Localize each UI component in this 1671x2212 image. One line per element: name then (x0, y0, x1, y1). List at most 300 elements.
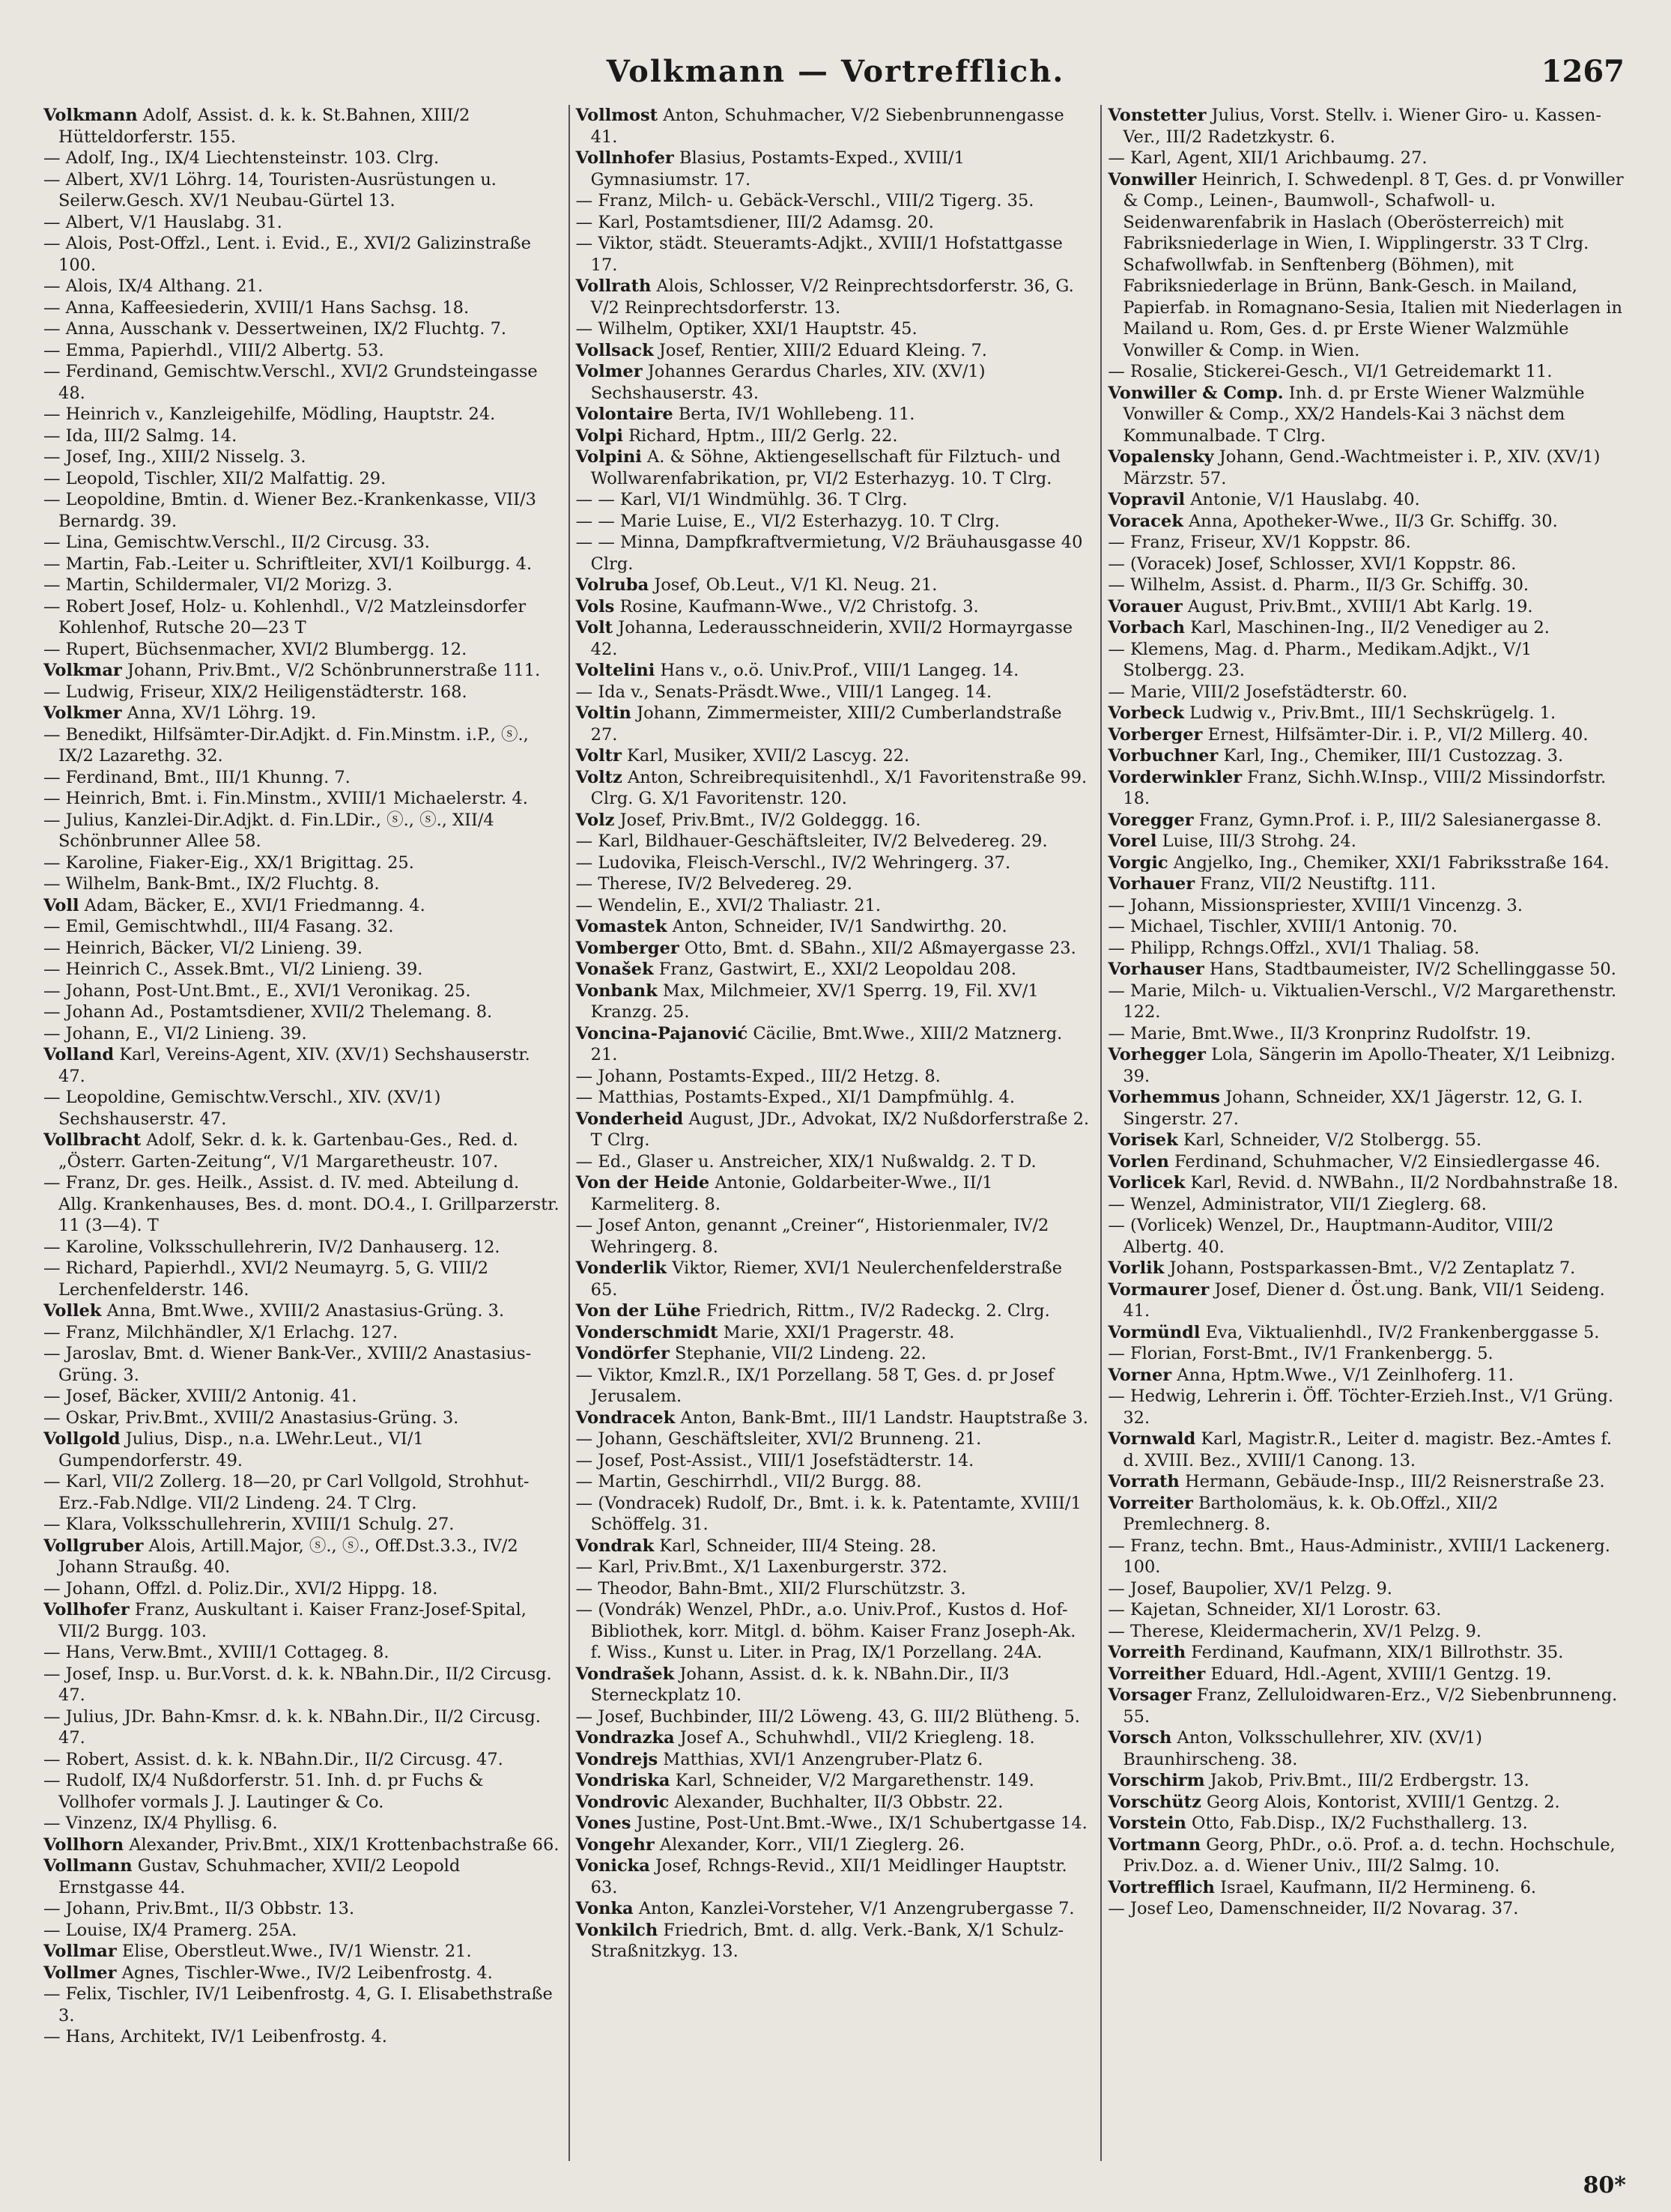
directory-entry (43, 895, 559, 917)
directory-entry (576, 938, 1092, 960)
entry-details: — Heinrich C., Assek.Bmt., VI/2 Linieng. 39. (43, 960, 423, 979)
directory-entry (43, 468, 559, 490)
entry-details: — Karl, Postamtsdiener, III/2 Adamsg. 20. (575, 212, 934, 232)
entry-details: Josef, Diener d. Öst.ung. Bank, VII/1 Seideng. 41. (1123, 1279, 1605, 1321)
entry-details: Josef, Priv.Bmt., IV/2 Goldeggg. 16. (619, 810, 921, 830)
entry-details: Anna, Bmt.Wwe., XVIII/2 Anastasius-Grüng. 3. (106, 1301, 505, 1321)
directory-entry (576, 575, 1092, 596)
directory-entry (576, 1408, 1092, 1429)
directory-entry (1108, 831, 1624, 852)
directory-entry (576, 425, 1092, 447)
entry-details: — Franz, techn. Bmt., Haus-Administr., XVIII/1 Lackenerg. 100. (1108, 1536, 1610, 1577)
directory-entry (1108, 446, 1624, 489)
entry-details: — Josef Leo, Damenschneider, II/2 Novarag. 37. (1108, 1899, 1519, 1918)
entry-surname: Volruba (575, 575, 649, 595)
entry-details: — Alois, Post-Offzl., Lent. i. Evid., E., XVI/2 Galizinstraße 100. (43, 234, 531, 275)
directory-entry (1108, 575, 1624, 596)
entry-details: — Theodor, Bahn-Bmt., XII/2 Flurschützstr. 3. (575, 1578, 966, 1599)
directory-entry (576, 767, 1092, 810)
entry-details: Karl, Magistr.R., Leiter d. magistr. Bez.-Amtes f. d. XVIII. Bez., XVIII/1 Canong. 13. (1123, 1429, 1613, 1470)
directory-entry (43, 660, 559, 682)
entry-details: Karl, Musiker, XVII/2 Lascyg. 22. (627, 746, 910, 766)
entry-details: — Rosalie, Stickerei-Gesch., VI/1 Getreidemarkt 11. (1108, 362, 1553, 381)
entry-surname: Vorhauser (1108, 960, 1204, 979)
directory-entry (1108, 959, 1624, 981)
entry-details: Luise, III/3 Strohg. 24. (1162, 831, 1356, 851)
entry-surname: Von der Lühe (575, 1301, 701, 1321)
entry-details: — Adolf, Ing., IX/4 Liechtensteinstr. 103. Clrg. (43, 148, 440, 168)
entry-details: Karl, Schneider, III/4 Steing. 28. (659, 1536, 937, 1556)
directory-entry (576, 212, 1092, 234)
entry-surname: Volt (575, 618, 613, 637)
directory-entry (1108, 981, 1624, 1023)
entry-details: Hans v., o.ö. Univ.Prof., VIII/1 Langeg. 14. (660, 661, 1019, 680)
entry-details: Josef A., Schuhwhdl., VII/2 Kriegleng. 18. (679, 1728, 1035, 1748)
entry-details: Gustav, Schuhmacher, XVII/2 Leopold Ernstgasse 44. (58, 1856, 461, 1897)
directory-entry (1108, 105, 1624, 148)
entry-surname: Voltelini (575, 661, 655, 680)
directory-entry (43, 318, 559, 340)
entry-surname: Volpini (575, 447, 642, 467)
directory-entry (43, 489, 559, 532)
directory-entry (43, 169, 559, 212)
directory-entry (576, 404, 1092, 425)
directory-entry (1108, 1898, 1624, 1920)
directory-entry (43, 1386, 559, 1408)
directory-entry (1108, 1386, 1624, 1428)
entry-details: Antonie, V/1 Hauslabg. 40. (1190, 490, 1420, 509)
entry-surname: Vonbank (575, 981, 658, 1001)
entry-details: — Josef, Insp. u. Bur.Vorst. d. k. k. NBahn.Dir., II/2 Circusg. 47. (43, 1664, 552, 1705)
entry-details: — Martin, Schildermaler, VI/2 Morizg. 3. (43, 575, 392, 595)
entry-details: — Lina, Gemischtw.Verschl., II/2 Circusg. 33. (43, 533, 430, 552)
directory-entry (576, 233, 1092, 276)
entry-details: Johann, Assist. d. k. k. NBahn.Dir., II/3 Sterneckplatz 10. (590, 1664, 1010, 1705)
directory-entry (1108, 1536, 1624, 1578)
entry-surname: Vonwiller & Comp. (1108, 383, 1284, 403)
entry-details: Anna, XV/1 Löhrg. 19. (127, 703, 317, 723)
entry-surname: Vollmann (43, 1856, 133, 1876)
entry-details: Bartholomäus, k. k. Ob.Offzl., XII/2 Premlechnerg. 8. (1123, 1493, 1499, 1534)
column-1 (43, 105, 559, 2161)
directory-entry (43, 297, 559, 319)
directory-entry (1108, 617, 1624, 639)
directory-entry (1108, 148, 1624, 169)
directory-entry (1108, 767, 1624, 810)
directory-entry (576, 190, 1092, 212)
entry-details: — Hans, Architekt, IV/1 Leibenfrostg. 4. (43, 2027, 387, 2046)
running-title: Volkmann — Vortrefflich. (606, 54, 1065, 89)
entry-details: Karl, Vereins-Agent, XIV. (XV/1) Sechshauserstr. 47. (58, 1045, 530, 1086)
directory-entry (576, 1087, 1092, 1109)
entry-details: — Johann, Geschäftsleiter, XVI/2 Brunneng. 21. (575, 1429, 982, 1449)
entry-surname: Vorlik (1108, 1258, 1165, 1278)
directory-entry (43, 404, 559, 425)
entry-details: — Leopold, Tischler, XII/2 Malfattig. 29. (43, 468, 386, 488)
entry-details: Franz, Gymn.Prof. i. P., III/2 Salesianergasse 8. (1198, 810, 1602, 830)
directory-entry (1108, 361, 1624, 383)
directory-entry (1108, 873, 1624, 895)
entry-details: Berta, IV/1 Wohllebeng. 11. (678, 404, 915, 424)
entry-details: Anton, Schneider, IV/1 Sandwirthg. 20. (672, 917, 1007, 936)
entry-details: — Johann, Offzl. d. Poliz.Dir., XVI/2 Hippg. 18. (43, 1578, 438, 1599)
entry-surname: Vongehr (575, 1834, 655, 1855)
directory-entry (576, 660, 1092, 682)
directory-entry (43, 703, 559, 724)
directory-entry (43, 1514, 559, 1536)
directory-entry (43, 916, 559, 938)
directory-entry (43, 1855, 559, 1898)
directory-entry (43, 1408, 559, 1429)
directory-entry (1108, 682, 1624, 703)
entry-details: Johann, Zimmermeister, XIII/2 Cumberlandstraße 27. (590, 703, 1062, 745)
directory-entry (43, 724, 559, 767)
directory-entry (1108, 1151, 1624, 1173)
entry-details: — (Vondrák) Wenzel, PhDr., a.o. Univ.Prof., Kustos d. Hof-Bibliothek, korr. Mitgl. d. böhm. Kaiser Franz Joseph-Ak. f. Wiss., Kunst u. Liter. in Prag, IX/1 Porzellang. 24A. (575, 1600, 1076, 1662)
directory-entry (43, 981, 559, 1002)
entry-details: — Therese, Kleidermacherin, XV/1 Pelzg. 9. (1108, 1621, 1482, 1641)
entry-details: — Ed., Glaser u. Anstreicher, XIX/1 Nußwaldg. 2. T D. (575, 1151, 1037, 1172)
entry-surname: Volkmar (43, 661, 122, 680)
entry-details: Anna, Apotheker-Wwe., II/3 Gr. Schiffg. 30. (1188, 511, 1558, 531)
entry-details: — — Marie Luise, E., VI/2 Esterhazyg. 10. T Clrg. (575, 511, 1000, 531)
entry-details: Friedrich, Rittm., IV/2 Radeckg. 2. Clrg. (706, 1301, 1050, 1321)
directory-entry (43, 1664, 559, 1706)
entry-surname: Vorstein (1108, 1813, 1186, 1833)
directory-entry (1108, 489, 1624, 511)
entry-details: Agnes, Tischler-Wwe., IV/2 Leibenfrostg. 4. (121, 1963, 493, 1983)
entry-details: — — Minna, Dampfkraftvermietung, V/2 Bräuhausgasse 40 Clrg. (575, 533, 1083, 574)
entry-details: Angjelko, Ing., Chemiker, XXI/1 Fabriksstraße 164. (1173, 852, 1610, 873)
entry-surname: Vondriska (575, 1771, 670, 1790)
entry-details: — Jaroslav, Bmt. d. Wiener Bank-Ver., XVIII/2 Anastasius-Grüng. 3. (43, 1344, 532, 1385)
entry-surname: Vorschirm (1108, 1771, 1205, 1790)
entry-surname: Volontaire (575, 404, 673, 424)
directory-entry (576, 276, 1092, 318)
entry-surname: Volz (575, 810, 615, 830)
entry-details: — Hans, Verw.Bmt., XVIII/1 Cottageg. 8. (43, 1643, 389, 1662)
entry-surname: Voltz (575, 767, 622, 787)
entry-details: Karl, Maschinen-Ing., II/2 Venediger au 2. (1190, 618, 1550, 637)
entry-surname: Vorlen (1108, 1151, 1169, 1172)
entry-details: — Josef, Post-Assist., VIII/1 Josefstädterstr. 14. (575, 1450, 974, 1470)
entry-surname: Vorhauer (1108, 874, 1195, 894)
directory-entry (1108, 810, 1624, 831)
entry-details: Franz, Zelluloidwaren-Erz., V/2 Siebenbrunneng. 55. (1123, 1685, 1618, 1727)
entry-details: Franz, Auskultant i. Kaiser Franz-Josef-Spital, VII/2 Burgg. 103. (58, 1600, 527, 1641)
entry-details: — Johann, E., VI/2 Linieng. 39. (43, 1023, 307, 1043)
entry-details: Josef, Ob.Leut., V/1 Kl. Neug. 21. (654, 575, 938, 595)
entry-details: — Ida v., Senats-Präsdt.Wwe., VIII/1 Langeg. 14. (575, 682, 992, 702)
entry-details: Anton, Volksschullehrer, XIV. (XV/1) Braunhirscheng. 38. (1123, 1728, 1482, 1769)
entry-details: — Johann, Post-Unt.Bmt., E., XVI/1 Veronikag. 25. (43, 981, 471, 1001)
entry-surname: Vorlicek (1108, 1173, 1186, 1193)
entry-details: — (Voracek) Josef, Schlosser, XVI/1 Koppstr. 86. (1108, 554, 1517, 574)
entry-details: — Kajetan, Schneider, XI/1 Lorostr. 63. (1108, 1600, 1442, 1619)
entry-details: Heinrich, I. Schwedenpl. 8 T, Ges. d. pr Vonwiller & Comp., Leinen-, Baumwoll-, Schafwoll- u. Seidenwarenfabrik in Haslach (Oberösterreich) mit Fabriksniederlage in Wien, I. Wipplingerstr. 33 T Clrg. Schafwollwfab. in Senftenberg (Böhmen), mit Fabriksniederlage in Brünn, Bank-Gesch. in Mailand, Papierfab. in Romagnano-Sesia, Italien mit Niederlagen in Mailand u. Rom, Ges. d. pr Erste Wiener Walzmühle Vonwiller & Comp. in Wien. (1123, 169, 1624, 360)
directory-entry (1108, 1834, 1624, 1877)
entry-details: Johann, Gend.-Wachtmeister i. P., XIV. (XV/1) Märzstr. 57. (1123, 447, 1601, 488)
directory-entry (43, 1898, 559, 1920)
entry-details: Alois, Schlosser, V/2 Reinprechtsdorferstr. 36, G. V/2 Reinprechtsdorferstr. 13. (590, 276, 1074, 318)
entry-details: Franz, Gastwirt, E., XXI/2 Leopoldau 208. (658, 960, 1017, 979)
directory-entry (576, 1493, 1092, 1536)
directory-entry (576, 1557, 1092, 1578)
entry-details: Friedrich, Bmt. d. allg. Verk.-Bank, X/1 Schulz-Straßnitzkyg. 13. (590, 1920, 1064, 1961)
entry-surname: Vonderheid (575, 1109, 684, 1129)
entry-details: Ferdinand, Schuhmacher, V/2 Einsiedlergasse 46. (1174, 1151, 1601, 1172)
entry-surname: Vomberger (575, 938, 679, 958)
directory-entry (43, 361, 559, 404)
entry-surname: Voll (43, 895, 79, 915)
entry-details: — Emma, Papierhdl., VIII/2 Albertg. 53. (43, 340, 384, 360)
directory-entry (43, 1172, 559, 1237)
directory-entry (576, 831, 1092, 852)
entry-details: — Viktor, Kmzl.R., IX/1 Porzellang. 58 T, Ges. d. pr Josef Jerusalem. (575, 1365, 1055, 1406)
column-2 (568, 105, 1092, 2161)
directory-entry (1108, 724, 1624, 746)
entry-surname: Vones (575, 1813, 631, 1833)
directory-entry (43, 2026, 559, 2048)
entry-details: — Rupert, Büchsenmacher, XVI/2 Blumbergg. 12. (43, 639, 467, 659)
entry-details: — Michael, Tischler, XVIII/1 Antonig. 70. (1108, 917, 1458, 936)
directory-entry (43, 639, 559, 661)
entry-details: — Julius, JDr. Bahn-Kmsr. d. k. k. NBahn.Dir., II/2 Circusg. 47. (43, 1706, 541, 1748)
entry-details: Alois, Artill.Major, ⓢ., ⓢ., Off.Dst.3.3., IV/2 Johann Straußg. 40. (58, 1536, 518, 1577)
directory-entry (43, 682, 559, 703)
entry-surname: Vormündl (1108, 1322, 1201, 1342)
entry-surname: Volkmer (43, 703, 122, 723)
entry-details: — Ludovika, Fleisch-Verschl., IV/2 Wehringerg. 37. (575, 852, 1011, 873)
entry-surname: Vondrašek (575, 1664, 675, 1684)
directory-entry (43, 788, 559, 810)
directory-entry (43, 340, 559, 362)
directory-entry (43, 148, 559, 169)
directory-entry (576, 361, 1092, 404)
entry-details: Viktor, Riemer, XVI/1 Neulerchenfelderstraße 65. (590, 1258, 1063, 1300)
entry-surname: Vonkilch (575, 1920, 658, 1940)
entry-details: August, JDr., Advokat, IX/2 Nußdorferstraße 2. T Clrg. (590, 1109, 1090, 1150)
entry-details: — Louise, IX/4 Pramerg. 25A. (43, 1920, 297, 1940)
entry-details: Inh. d. pr Erste Wiener Walzmühle Vonwiller & Comp., XX/2 Handels-Kai 3 nächst dem Kommunalbade. T Clrg. (1123, 383, 1585, 446)
entry-surname: Volmer (575, 362, 643, 381)
entry-surname: Vols (575, 596, 615, 616)
page-number: 1267 (1541, 54, 1625, 89)
entry-details: — Karl, Agent, XII/1 Arichbaumg. 27. (1108, 148, 1428, 168)
directory-entry (1108, 532, 1624, 554)
directory-entry (43, 532, 559, 554)
directory-entry (1108, 1172, 1624, 1194)
entry-details: — Wendelin, E., XVI/2 Thaliastr. 21. (575, 895, 882, 915)
entry-surname: Vorbuchner (1108, 746, 1219, 766)
directory-entry (576, 1664, 1092, 1706)
entry-details: — Karoline, Volksschullehrerin, IV/2 Danhauserg. 12. (43, 1237, 500, 1257)
directory-entry (576, 1834, 1092, 1856)
entry-details: Alexander, Buchhalter, II/3 Obbstr. 22. (674, 1792, 1004, 1812)
entry-details: Julius, Disp., n.a. LWehr.Leut., VI/1 Gumpendorferstr. 49. (58, 1429, 424, 1470)
entry-details: — Johann, Postamts-Exped., III/2 Hetzg. 8. (575, 1066, 941, 1086)
entry-details: — Leopoldine, Bmtin. d. Wiener Bez.-Krankenkasse, VII/3 Bernardg. 39. (43, 490, 536, 531)
directory-entry (1108, 596, 1624, 618)
directory-entry (576, 446, 1092, 489)
entry-details: — Leopoldine, Gemischtw.Verschl., XIV. (XV/1) Sechshauserstr. 47. (43, 1088, 441, 1129)
directory-entry (43, 233, 559, 276)
directory-entry (1108, 169, 1624, 362)
entry-surname: Vorbach (1108, 618, 1185, 637)
entry-surname: Vorrath (1108, 1472, 1180, 1491)
entry-details: Richard, Hptm., III/2 Gerlg. 22. (628, 425, 898, 446)
directory-entry (43, 1087, 559, 1130)
entry-surname: Voltr (575, 746, 622, 766)
entry-details: — Julius, Kanzlei-Dir.Adjkt. d. Fin.LDir., ⓢ., ⓢ., XII/4 Schönbrunner Allee 58. (43, 810, 494, 851)
directory-entry (1108, 1664, 1624, 1685)
entry-details: — Florian, Forst-Bmt., IV/1 Frankenbergg. 5. (1108, 1344, 1493, 1363)
directory-entry (576, 1109, 1092, 1151)
directory-entry (576, 703, 1092, 745)
directory-entry (43, 276, 559, 297)
entry-surname: Vollnhofer (575, 148, 674, 168)
entry-details: — Heinrich, Bäcker, VI/2 Linieng. 39. (43, 938, 363, 958)
entry-details: — Franz, Milch- u. Gebäck-Verschl., VIII/2 Tigerg. 35. (575, 191, 1034, 210)
entry-surname: Vortrefflich (1108, 1877, 1215, 1897)
entry-details: Georg, PhDr., o.ö. Prof. a. d. techn. Hochschule, Priv.Doz. a. d. Wiener Univ., III/2 Salmg. 10. (1123, 1834, 1616, 1876)
entry-surname: Von der Heide (575, 1173, 710, 1193)
entry-details: — Philipp, Rchngs.Offzl., XVI/1 Thaliag. 58. (1108, 938, 1480, 958)
entry-surname: Vorauer (1108, 596, 1183, 616)
entry-details: Franz, VII/2 Neustiftg. 111. (1200, 874, 1437, 894)
entry-details: Ernest, Hilfsämter-Dir. i. P., VI/2 Millerg. 40. (1207, 724, 1589, 745)
entry-details: Elise, Oberstleut.Wwe., IV/1 Wienstr. 21. (121, 1942, 472, 1961)
entry-surname: Vorreither (1108, 1664, 1206, 1684)
entry-surname: Vondracek (575, 1408, 676, 1428)
entry-details: — — Karl, VI/1 Windmühlg. 36. T Clrg. (575, 490, 908, 509)
directory-entry (1108, 1621, 1624, 1643)
entry-details: Alexander, Korr., VII/1 Zieglerg. 26. (659, 1834, 965, 1855)
entry-surname: Vonstetter (1108, 106, 1207, 125)
entry-details: Lola, Sängerin im Apollo-Theater, X/1 Leibnizg. 39. (1123, 1045, 1616, 1086)
entry-details: — Rudolf, IX/4 Nußdorferstr. 51. Inh. d. pr Fuchs & Vollhofer vormals J. J. Lautinger & Co. (43, 1771, 484, 1812)
entry-details: Johann, Priv.Bmt., V/2 Schönbrunnerstraße 111. (127, 661, 541, 680)
directory-entry (576, 1599, 1092, 1664)
entry-details: — Richard, Papierhdl., XVI/2 Neumayrg. 5, G. VIII/2 Lerchenfelderstr. 146. (43, 1258, 489, 1300)
entry-surname: Vollmer (43, 1963, 117, 1983)
entry-details: Matthias, XVI/1 Anzengruber-Platz 6. (663, 1749, 983, 1769)
directory-entry (1108, 1770, 1624, 1792)
entry-details: Cäcilie, Bmt.Wwe., XIII/2 Matznerg. 21. (590, 1023, 1063, 1064)
entry-details: — Karoline, Fiaker-Eig., XX/1 Brigittag. 25. (43, 852, 414, 873)
entry-details: — Robert, Assist. d. k. k. NBahn.Dir., II/2 Circusg. 47. (43, 1749, 503, 1769)
entry-details: — Robert Josef, Holz- u. Kohlenhdl., V/2 Matzleinsdorfer Kohlenhof, Rutsche 20—23 T (43, 596, 527, 637)
entry-details: — Johann Ad., Postamtsdiener, XVII/2 Thelemang. 8. (43, 1002, 493, 1022)
entry-surname: Vollmost (575, 106, 658, 125)
directory-entry (576, 1428, 1092, 1450)
entry-details: — Oskar, Priv.Bmt., XVIII/2 Anastasius-Grüng. 3. (43, 1408, 459, 1428)
entry-details: — Therese, IV/2 Belvedereg. 29. (575, 874, 852, 894)
directory-entry (576, 511, 1092, 533)
directory-entry (1108, 1428, 1624, 1471)
directory-entry (576, 895, 1092, 917)
entry-surname: Vorner (1108, 1365, 1172, 1385)
entry-details: A. & Söhne, Aktiengesellschaft für Filztuch- und Wollwarenfabrikation, pr, VI/2 Esterhazyg. 10. T Clrg. (590, 447, 1061, 488)
entry-details: — Benedikt, Hilfsämter-Dir.Adjkt. d. Fin.Minstm. i.P., ⓢ., IX/2 Lazarethg. 32. (43, 724, 529, 766)
entry-details: Anton, Bank-Bmt., III/1 Landstr. Hauptstraße 3. (680, 1408, 1088, 1428)
entry-details: — Heinrich v., Kanzleigehilfe, Mödling, Hauptstr. 24. (43, 404, 496, 424)
entry-details: — Vinzenz, IX/4 Phyllisg. 6. (43, 1813, 278, 1833)
directory-entry (1108, 852, 1624, 874)
entry-surname: Volland (43, 1045, 115, 1064)
entry-details: Karl, Schneider, V/2 Margarethenstr. 149. (675, 1771, 1034, 1790)
directory-entry (43, 1963, 559, 1984)
entry-details: — Klara, Volksschullehrerin, XVIII/1 Schulg. 27. (43, 1515, 455, 1534)
entry-surname: Vonka (575, 1899, 634, 1918)
entry-surname: Vorbeck (1108, 703, 1184, 723)
entry-surname: Vorhegger (1108, 1045, 1206, 1064)
entry-details: Adam, Bäcker, E., XVI/1 Friedmanng. 4. (84, 895, 425, 915)
entry-details: Josef, Rchngs-Revid., XII/1 Meidlinger Hauptstr. 63. (590, 1856, 1067, 1897)
directory-entry (576, 1172, 1092, 1215)
directory-entry (1108, 1215, 1624, 1258)
entry-details: — Alois, IX/4 Althang. 21. (43, 276, 264, 296)
signature-mark: 80* (1583, 2172, 1626, 2199)
directory-entry (43, 1300, 559, 1322)
entry-details: Antonie, Goldarbeiter-Wwe., II/1 Karmeliterg. 8. (590, 1173, 993, 1214)
entry-surname: Vorschütz (1108, 1792, 1201, 1812)
entry-details: — Albert, XV/1 Löhrg. 14, Touristen-Ausrüstungen u. Seilerw.Gesch. XV/1 Neubau-Gürtel 13. (43, 169, 497, 210)
directory-entry (576, 1450, 1092, 1472)
directory-entry (576, 981, 1092, 1023)
entry-details: — (Vorlicek) Wenzel, Dr., Hauptmann-Auditor, VIII/2 Albertg. 40. (1108, 1216, 1554, 1257)
entry-surname: Vormaurer (1108, 1279, 1210, 1300)
entry-details: — Viktor, städt. Steueramts-Adjkt., XVIII/1 Hofstattgasse 17. (575, 234, 1063, 275)
directory-entry (43, 810, 559, 852)
directory-entry (1108, 1044, 1624, 1087)
directory-entry (43, 105, 559, 148)
directory-entry (1108, 1813, 1624, 1834)
directory-entry (1108, 1877, 1624, 1899)
directory-entry (576, 1343, 1092, 1365)
entry-details: — (Vondracek) Rudolf, Dr., Bmt. i. k. k. Patentamte, XVIII/1 Schöffelg. 31. (575, 1493, 1082, 1534)
directory-entry (43, 1599, 559, 1642)
directory-entry (1108, 895, 1624, 917)
entry-details: Israel, Kaufmann, II/2 Hermineng. 6. (1220, 1877, 1537, 1897)
entry-details: — Josef, Bäcker, XVIII/2 Antonig. 41. (43, 1387, 357, 1406)
directory-entry (576, 1023, 1092, 1066)
directory-entry (576, 682, 1092, 703)
directory-entry (1108, 383, 1624, 447)
entry-surname: Vornwald (1108, 1429, 1196, 1449)
entry-details: Franz, Sichh.W.Insp., VIII/2 Missindorfstr. 18. (1123, 767, 1607, 808)
directory-entry (43, 1044, 559, 1087)
entry-details: — Wilhelm, Assist. d. Pharm., II/3 Gr. Schiffg. 30. (1108, 575, 1529, 595)
entry-surname: Vorreiter (1108, 1493, 1193, 1513)
directory-entry (43, 767, 559, 789)
entry-details: Ludwig v., Priv.Bmt., III/1 Sechskrügelg. 1. (1189, 703, 1556, 723)
entry-details: — Hedwig, Lehrerin i. Öff. Töchter-Erzieh.Inst., V/1 Grüng. 32. (1108, 1387, 1614, 1428)
entry-surname: Vondrovic (575, 1792, 670, 1812)
entry-details: — Josef Anton, genannt „Creiner“, Historienmaler, IV/2 Wehringerg. 8. (575, 1216, 1049, 1257)
entry-surname: Vonderlik (575, 1258, 667, 1278)
directory-entry (576, 148, 1092, 190)
directory-entry (43, 1642, 559, 1664)
entry-details: Anton, Kanzlei-Vorsteher, V/1 Anzengrubergasse 7. (638, 1899, 1075, 1918)
entry-surname: Vorsch (1108, 1728, 1172, 1748)
directory-entry (43, 212, 559, 234)
directory-entry (576, 1920, 1092, 1963)
directory-entry (576, 959, 1092, 981)
directory-entry (576, 1813, 1092, 1834)
directory-entry (1108, 1130, 1624, 1151)
entry-details: — Josef, Ing., XIII/2 Nisselg. 3. (43, 447, 306, 467)
